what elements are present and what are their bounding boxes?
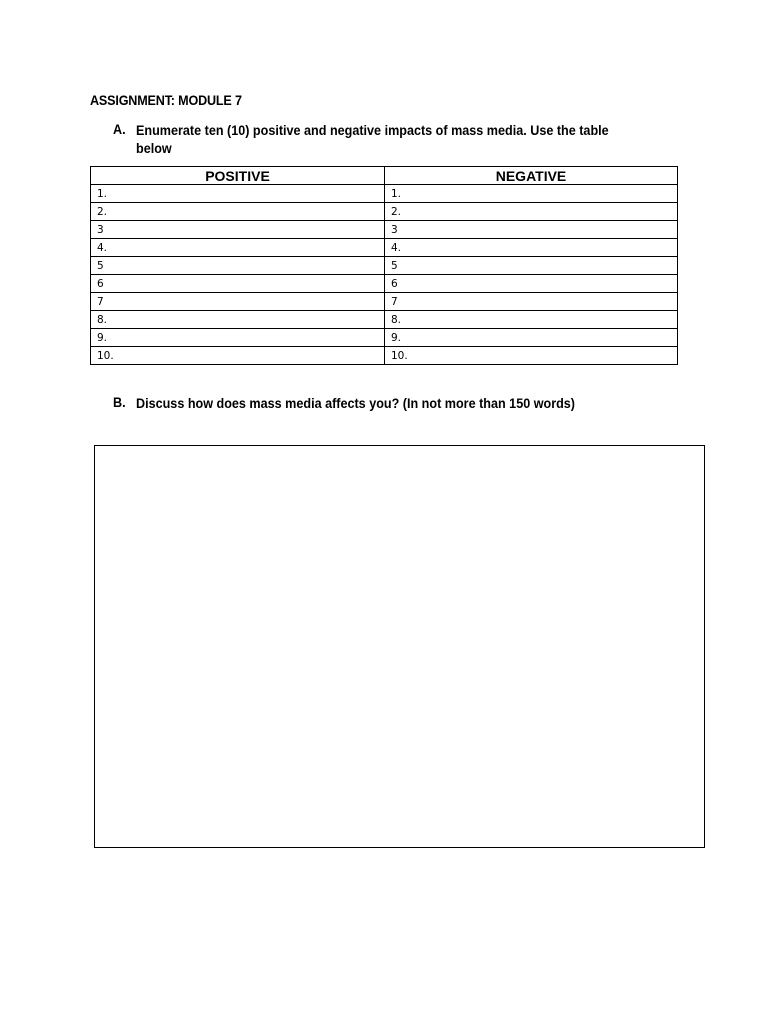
positive-cell[interactable]: 10. xyxy=(91,347,385,365)
table-row xyxy=(91,221,678,239)
negative-cell[interactable]: 4. xyxy=(385,239,678,257)
positive-header: POSITIVE xyxy=(91,167,385,185)
negative-cell[interactable]: 2. xyxy=(385,203,678,221)
impacts-table xyxy=(90,166,678,365)
table-row xyxy=(91,311,678,329)
positive-cell[interactable]: 8. xyxy=(91,311,385,329)
negative-cell[interactable]: 1. xyxy=(385,185,678,203)
positive-cell[interactable]: 4. xyxy=(91,239,385,257)
positive-cell[interactable]: 6 xyxy=(91,275,385,293)
positive-cell[interactable]: 3 xyxy=(91,221,385,239)
part-a-line-2: below xyxy=(136,140,172,156)
table-header-row xyxy=(91,167,678,185)
positive-cell[interactable]: 1. xyxy=(91,185,385,203)
table-row xyxy=(91,203,678,221)
positive-cell[interactable]: 5 xyxy=(91,257,385,275)
positive-cell[interactable]: 7 xyxy=(91,293,385,311)
table-row xyxy=(91,185,678,203)
negative-cell[interactable]: 9. xyxy=(385,329,678,347)
negative-cell[interactable]: 7 xyxy=(385,293,678,311)
part-a-line-1: Enumerate ten (10) positive and negative impacts of mass media. Use the table xyxy=(136,122,609,138)
negative-cell[interactable]: 6 xyxy=(385,275,678,293)
part-a-instructions xyxy=(136,121,609,157)
negative-header: NEGATIVE xyxy=(385,167,678,185)
table-row xyxy=(91,257,678,275)
table-row xyxy=(91,275,678,293)
answer-box[interactable] xyxy=(94,445,705,848)
negative-cell[interactable]: 10. xyxy=(385,347,678,365)
negative-cell[interactable]: 5 xyxy=(385,257,678,275)
part-b-instructions: Discuss how does mass media affects you? (In not more than 150 words) xyxy=(136,395,576,411)
positive-cell[interactable]: 2. xyxy=(91,203,385,221)
negative-cell[interactable]: 3 xyxy=(385,221,678,239)
table-row xyxy=(91,239,678,257)
table-row xyxy=(91,329,678,347)
part-a-marker: A. xyxy=(113,121,126,137)
positive-cell[interactable]: 9. xyxy=(91,329,385,347)
negative-cell[interactable]: 8. xyxy=(385,311,678,329)
page-title: ASSIGNMENT: MODULE 7 xyxy=(90,92,242,108)
table-row xyxy=(91,347,678,365)
part-b-marker: B. xyxy=(113,394,126,410)
table-row xyxy=(91,293,678,311)
